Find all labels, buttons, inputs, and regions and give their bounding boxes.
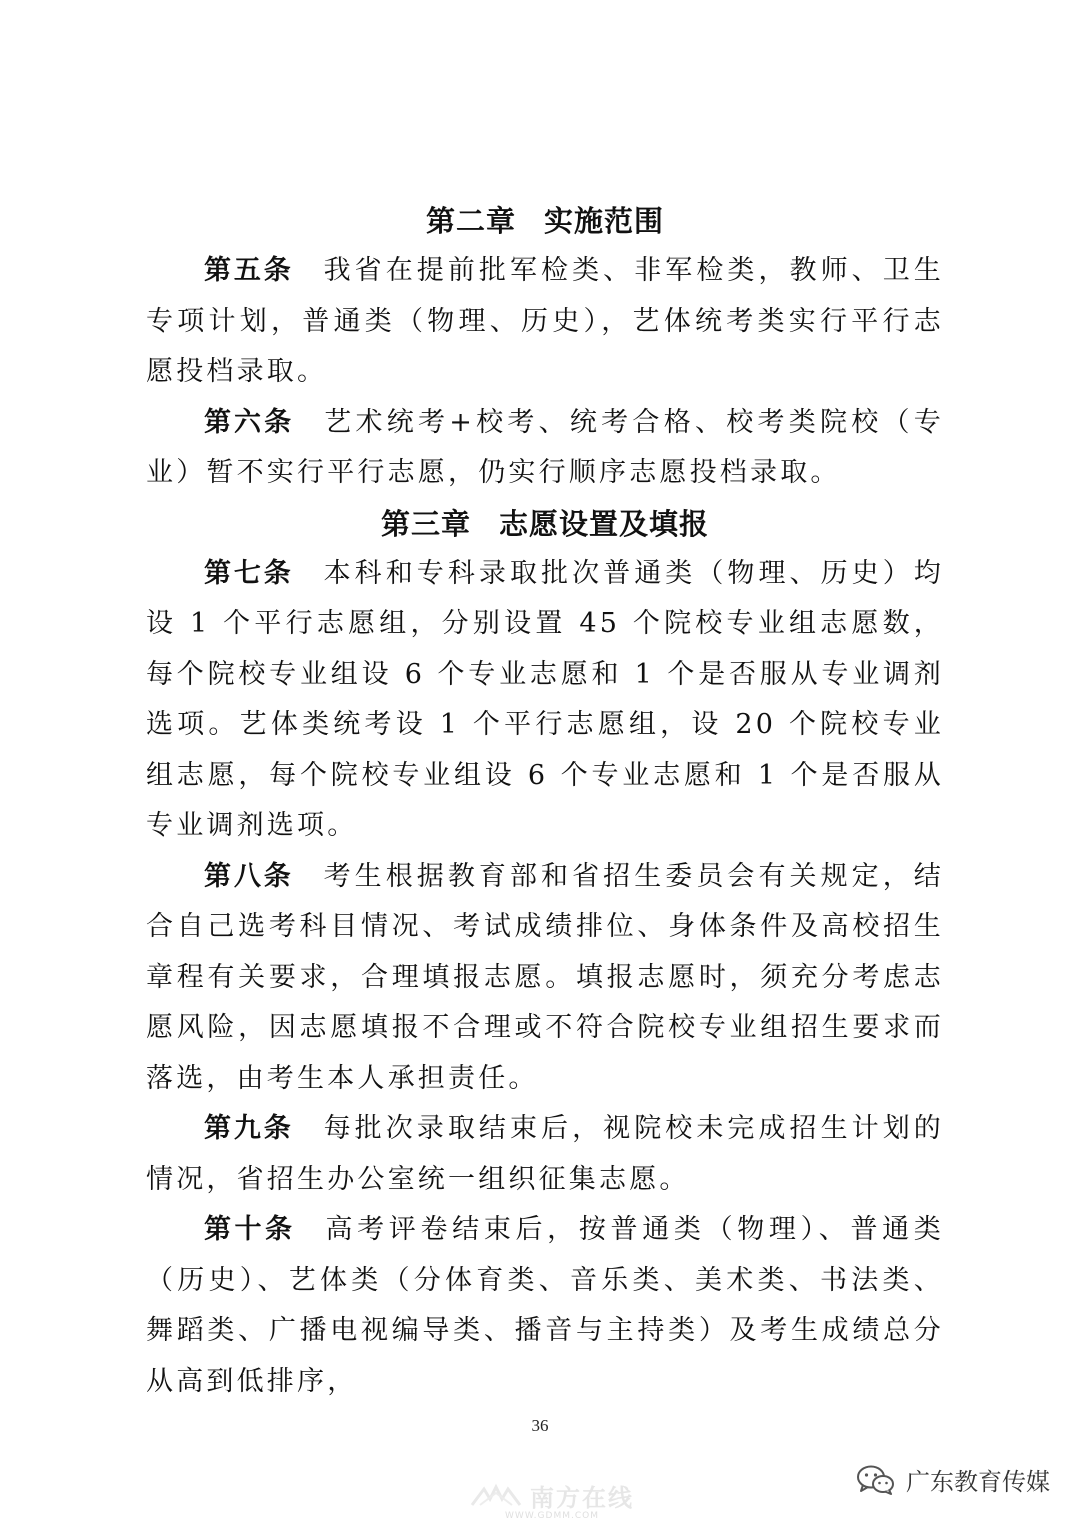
wechat-account-badge (856, 1462, 1050, 1497)
article-number: 第六条 (204, 406, 295, 438)
document-page (146, 196, 944, 1407)
article-number: 第九条 (204, 1113, 294, 1144)
article-7 (146, 549, 944, 852)
article-text: 考生根据教育部和省招生委员会有关规定，结合自己选考科目情况、考试成绩排位、身体条件及高校招生章程有关要求，合理填报志愿。填报志愿时，须充分考虑志愿风险，因志愿填报不合理或不符合院校专业组招生要求而落选，由考生本人承担责任。 (146, 860, 945, 1094)
article-5 (146, 246, 944, 398)
wechat-account-name: 广东教育传媒 (906, 1468, 1050, 1496)
chapter-heading-2 (146, 196, 944, 246)
article-number: 第十条 (204, 1214, 296, 1245)
article-text: 高考评卷结束后，按普通类（物理）、普通类（历史）、艺体类（分体育类、音乐类、美术类、书法类、舞蹈类、广播电视编导类、播音与主持类）及考生成绩总分从高到低排序， (146, 1214, 945, 1397)
article-number: 第五条 (204, 255, 294, 286)
wechat-icon (856, 1464, 896, 1496)
watermark-text: 南方在线 (530, 1484, 634, 1512)
watermark-url: WWW.GDMM.COM (505, 1511, 599, 1521)
article-text: 本科和专科录取批次普通类（物理、历史）均设 1 个平行志愿组，分别设置 45 个院校专业组志愿数，每个院校专业组设 6 个专业志愿和 1 个是否服从专业调剂选项。艺体类统考设 1 个平行志愿组，设 20 个院校专业组志愿，每个院校专业组设 6 个专业志愿和 1 个是否服从专业调剂选项。 (146, 557, 945, 841)
watermark-logo-icon (470, 1483, 522, 1509)
article-10 (146, 1205, 944, 1407)
chapter-number: 第三章 (380, 506, 471, 541)
article-text: 我省在提前批军检类、非军检类，教师、卫生专项计划，普通类（物理、历史），艺体统考类实行平行志愿投档录取。 (146, 255, 945, 387)
article-6 (146, 398, 944, 499)
article-9 (146, 1104, 944, 1205)
site-watermark (452, 1478, 652, 1522)
chapter-title: 实施范围 (544, 204, 665, 238)
article-text: 艺术统考+校考、统考合格、校考类院校（专业）暂不实行平行志愿，仍实行顺序志愿投档录取。 (146, 406, 944, 488)
chapter-title: 志愿设置及填报 (499, 506, 710, 541)
article-number: 第八条 (204, 860, 294, 892)
article-8 (146, 852, 944, 1105)
chapter-number: 第二章 (425, 204, 516, 238)
article-text: 每批次录取结束后，视院校未完成招生计划的情况，省招生办公室统一组织征集志愿。 (146, 1113, 945, 1195)
page-number: 36 (531, 1416, 549, 1435)
chapter-heading-3 (146, 499, 944, 549)
article-number: 第七条 (204, 557, 294, 589)
